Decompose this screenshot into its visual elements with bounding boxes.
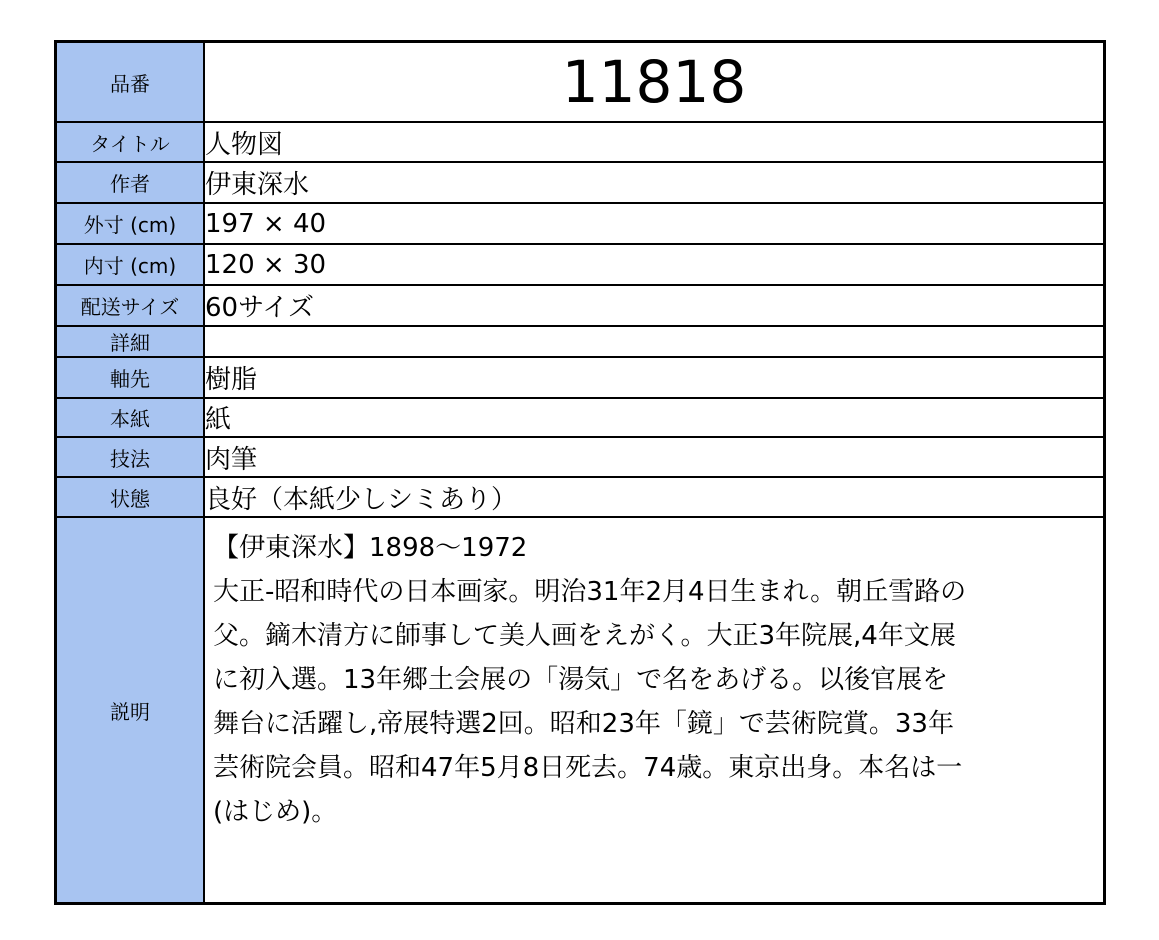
- label-shipping-size: 配送サイズ: [56, 285, 205, 326]
- description-line: (はじめ)。: [213, 797, 338, 827]
- value-shipping-size: 60サイズ: [204, 285, 1105, 326]
- label-details: 詳細: [56, 326, 205, 357]
- label-condition: 状態: [56, 477, 205, 517]
- value-base-material: 紙: [204, 398, 1105, 437]
- row-outer-size: [56, 203, 1105, 244]
- row-shipping-size: [56, 285, 1105, 326]
- row-inner-size: [56, 244, 1105, 285]
- value-condition: 良好（本紙少しシミあり）: [204, 477, 1105, 517]
- description-line: 舞台に活躍し,帝展特選2回。昭和23年「鏡」で芸術院賞。33年: [213, 709, 954, 739]
- row-condition: [56, 477, 1105, 517]
- value-details: [204, 326, 1105, 357]
- description-line: 芸術院会員。昭和47年5月8日死去。74歳。東京出身。本名は一: [213, 753, 963, 783]
- row-item-number: [56, 42, 1105, 123]
- description-line: 大正-昭和時代の日本画家。明治31年2月4日生まれ。朝丘雪路の: [213, 577, 967, 607]
- row-technique: [56, 437, 1105, 477]
- value-outer-size: 197 × 40: [204, 203, 1105, 244]
- value-technique: 肉筆: [204, 437, 1105, 477]
- label-base-material: 本紙: [56, 398, 205, 437]
- value-roller-ends: 樹脂: [204, 357, 1105, 398]
- description-line: に初入選。13年郷土会展の「湯気」で名をあげる。以後官展を: [213, 665, 949, 695]
- description-line: 父。鏑木清方に師事して美人画をえがく。大正3年院展,4年文展: [213, 621, 956, 651]
- label-outer-size: 外寸 (cm): [56, 203, 205, 244]
- label-technique: 技法: [56, 437, 205, 477]
- label-item-number: 品番: [56, 42, 205, 123]
- row-details: [56, 326, 1105, 357]
- value-description: [204, 517, 1105, 904]
- label-title: タイトル: [56, 122, 205, 162]
- label-roller-ends: 軸先: [56, 357, 205, 398]
- value-item-number: 11818: [204, 42, 1105, 123]
- description-line: 【伊東深水】1898〜1972: [213, 533, 528, 563]
- row-description: [56, 517, 1105, 904]
- value-inner-size: 120 × 30: [204, 244, 1105, 285]
- label-inner-size: 内寸 (cm): [56, 244, 205, 285]
- value-author: 伊東深水: [204, 162, 1105, 203]
- label-description: 説明: [56, 517, 205, 904]
- label-author: 作者: [56, 162, 205, 203]
- value-title: 人物図: [204, 122, 1105, 162]
- row-roller-ends: [56, 357, 1105, 398]
- product-spec-table: [54, 40, 1106, 905]
- row-base-material: [56, 398, 1105, 437]
- row-author: [56, 162, 1105, 203]
- row-title: [56, 122, 1105, 162]
